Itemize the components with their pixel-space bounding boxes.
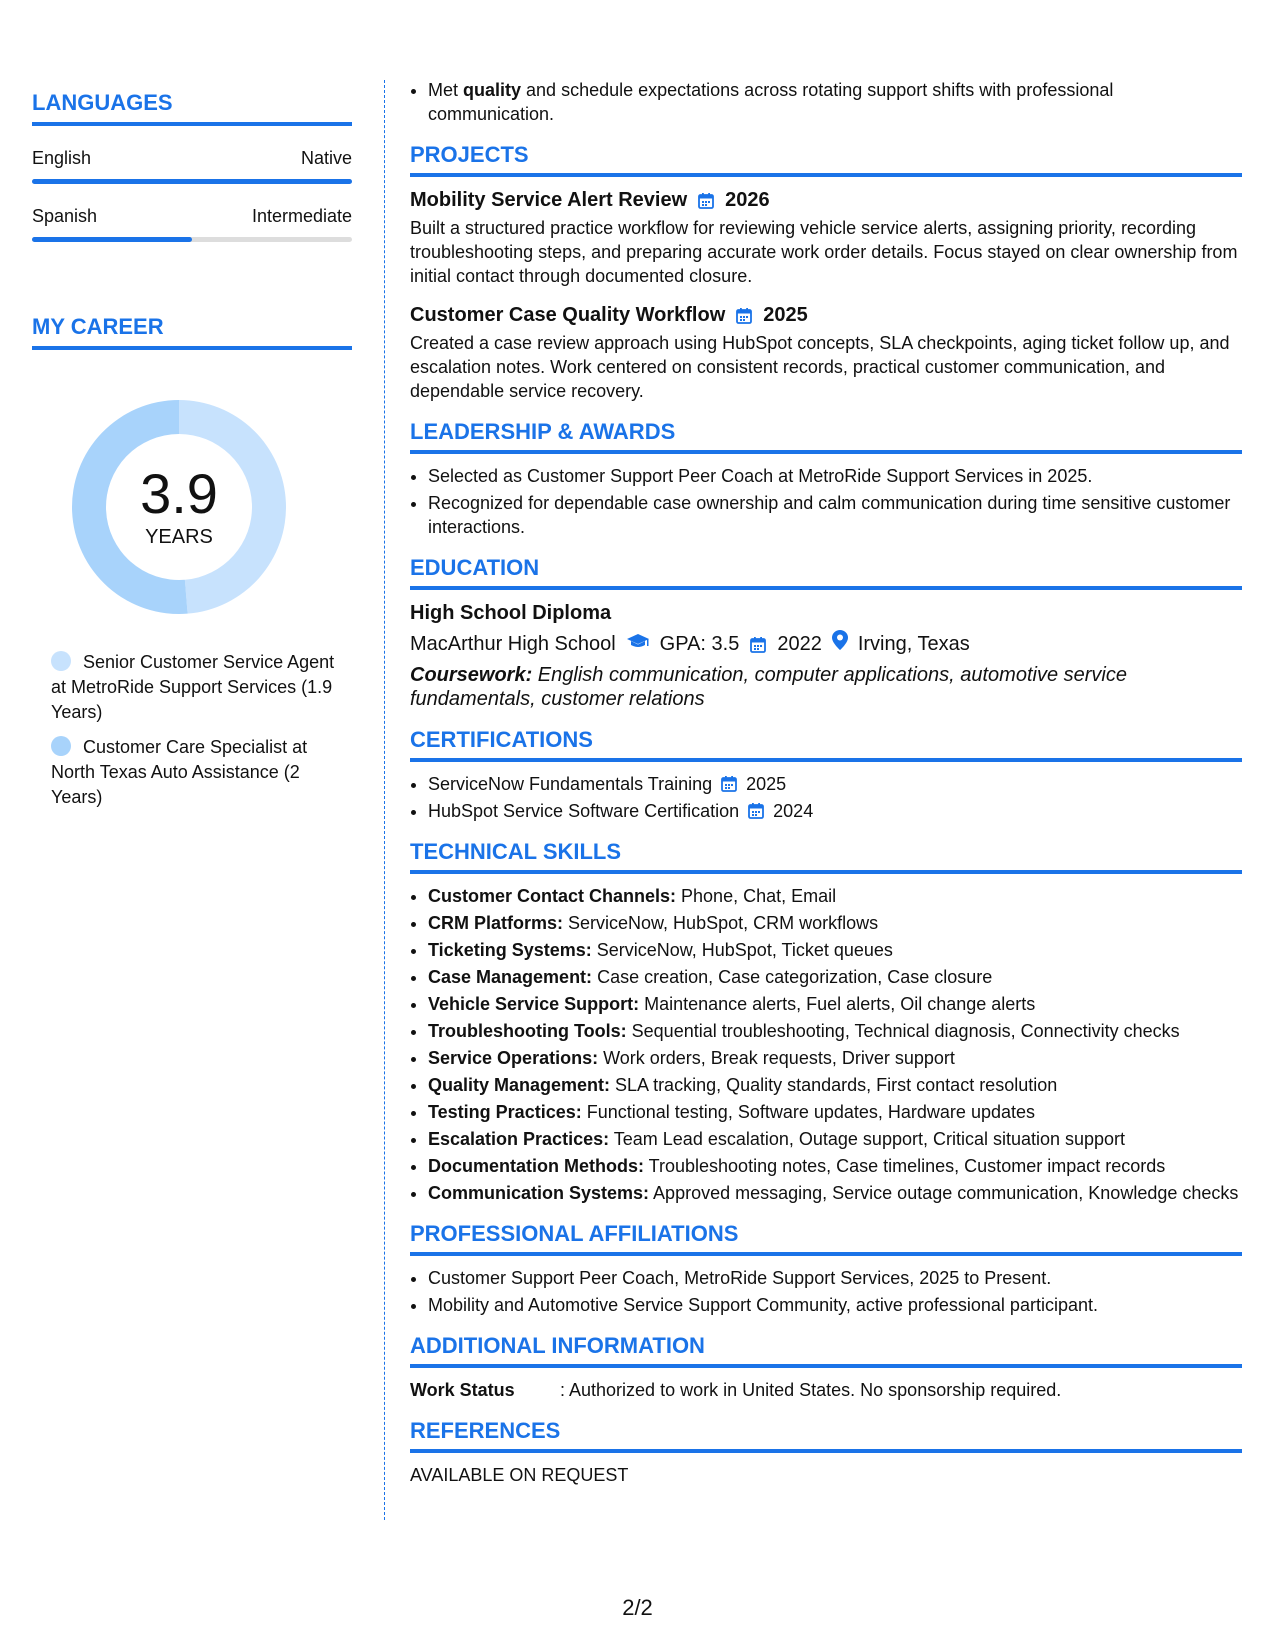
language-item <box>32 206 352 242</box>
coursework-text: English communication, computer applications, automotive service fundamentals, customer relations <box>410 664 1127 710</box>
skill-value: Team Lead escalation, Outage support, Critical situation support <box>609 1129 1126 1149</box>
references-text: AVAILABLE ON REQUEST <box>410 1465 629 1485</box>
skill-value: Work orders, Break requests, Driver support <box>598 1048 955 1068</box>
skill-item <box>428 1019 1242 1043</box>
leadership-item: • Recognized for dependable case ownership and calm communication during time sensitive customer interactions. <box>428 491 1242 539</box>
certification-year: 2024 <box>773 801 814 821</box>
skill-item <box>428 965 1242 989</box>
legend-dot <box>51 736 71 756</box>
education-gpa: GPA: 3.5 <box>659 632 740 655</box>
skill-value: Phone, Chat, Email <box>676 886 837 906</box>
certifications-list <box>410 772 1242 823</box>
education-location: Irving, Texas <box>857 632 970 655</box>
skill-label: Testing Practices: <box>428 1102 582 1122</box>
skill-label: Ticketing Systems: <box>428 940 592 960</box>
skill-label: Quality Management: <box>428 1075 611 1095</box>
language-proficiency-bar <box>32 179 352 184</box>
skill-item <box>428 938 1242 962</box>
skill-item <box>428 1127 1242 1151</box>
project-title: Mobility Service Alert Review <box>410 189 688 211</box>
career-legend-label: Customer Care Specialist at North Texas Auto Assistance (2 Years) <box>51 737 308 807</box>
language-proficiency-fill <box>32 237 192 242</box>
language-name: Spanish <box>32 206 98 226</box>
experience-bullet: • Met quality and schedule expectations across rotating support shifts with professional communication. <box>428 78 1242 126</box>
education-degree: High School Diploma <box>410 602 612 624</box>
skill-value: Functional testing, Software updates, Hardware updates <box>581 1102 1035 1122</box>
language-level: Native <box>300 148 352 168</box>
location-pin-icon <box>832 630 848 657</box>
certification-name: • ServiceNow Fundamentals Training <box>428 774 713 794</box>
sidebar <box>32 90 352 820</box>
education-school: MacArthur High School <box>410 632 616 655</box>
skill-value: ServiceNow, HubSpot, Ticket queues <box>591 940 893 960</box>
skill-label: Documentation Methods: <box>428 1156 644 1176</box>
skill-item <box>428 1046 1242 1070</box>
project-item <box>410 302 1242 403</box>
work-status-value: : Authorized to work in United States. No sponsorship required. <box>560 1380 1062 1400</box>
certification-item <box>428 772 1242 796</box>
certification-name: • HubSpot Service Software Certification <box>428 801 740 821</box>
calendar-icon <box>747 802 765 820</box>
coursework-label: Coursework: <box>410 664 533 686</box>
page-number: 2/2 <box>622 1595 653 1620</box>
career-total-value: 3.9 <box>140 461 218 525</box>
skill-item <box>428 911 1242 935</box>
project-title: Customer Case Quality Workflow <box>410 304 726 326</box>
career-total-unit: YEARS <box>145 525 213 548</box>
skill-item <box>428 1181 1242 1205</box>
education-heading: EDUCATION <box>410 555 1242 590</box>
career-legend <box>51 650 341 810</box>
work-status-label: Work Status <box>410 1380 515 1400</box>
skills-heading: TECHNICAL SKILLS <box>410 839 1242 874</box>
language-item <box>32 148 352 184</box>
certification-year: 2025 <box>746 774 787 794</box>
skill-label: Troubleshooting Tools: <box>428 1021 627 1041</box>
skill-value: Case creation, Case categorization, Case closure <box>592 967 993 987</box>
projects-heading: PROJECTS <box>410 142 1242 177</box>
skill-label: CRM Platforms: <box>428 913 564 933</box>
references-heading: REFERENCES <box>410 1418 1242 1453</box>
skill-value: Maintenance alerts, Fuel alerts, Oil change alerts <box>639 994 1036 1014</box>
calendar-icon <box>720 775 738 793</box>
calendar-icon <box>749 635 767 653</box>
career-legend-item <box>51 735 341 810</box>
skills-list <box>410 884 1242 1205</box>
project-year: 2026 <box>725 189 770 211</box>
skill-item <box>428 992 1242 1016</box>
education-details <box>410 630 1242 657</box>
skill-label: Service Operations: <box>428 1048 599 1068</box>
affiliations-list <box>410 1266 1242 1317</box>
language-proficiency-fill <box>32 179 352 184</box>
calendar-icon <box>697 191 715 209</box>
skill-item <box>428 1100 1242 1124</box>
skill-value: Sequential troubleshooting, Technical diagnosis, Connectivity checks <box>626 1021 1180 1041</box>
project-description: Built a structured practice workflow for reviewing vehicle service alerts, assigning priority, recording troubleshooting steps, and preparing accurate work order details. Focus stayed on clear ownership from initial contact through documented closure. <box>410 218 1238 286</box>
leadership-item: • Selected as Customer Support Peer Coach at MetroRide Support Services in 2025. <box>428 464 1242 488</box>
column-divider <box>384 80 385 1520</box>
skill-label: Case Management: <box>428 967 593 987</box>
skill-label: Vehicle Service Support: <box>428 994 640 1014</box>
skill-item <box>428 884 1242 908</box>
affiliation-item: • Mobility and Automotive Service Support Community, active professional participant. <box>428 1293 1242 1317</box>
skill-value: Approved messaging, Service outage communication, Knowledge checks <box>649 1183 1239 1203</box>
project-description: Created a case review approach using HubSpot concepts, SLA checkpoints, aging ticket follow up, and escalation notes. Work centered on consistent records, practical customer communication, and dependable service recovery. <box>410 333 1230 401</box>
graduation-cap-icon <box>626 631 650 657</box>
work-status-row <box>410 1378 1242 1402</box>
language-proficiency-bar <box>32 237 352 242</box>
project-item <box>410 187 1242 288</box>
leadership-list <box>410 464 1242 539</box>
project-year: 2025 <box>763 304 808 326</box>
skill-value: SLA tracking, Quality standards, First contact resolution <box>610 1075 1058 1095</box>
additional-info-heading: ADDITIONAL INFORMATION <box>410 1333 1242 1368</box>
career-legend-label: Senior Customer Service Agent at MetroRide Support Services (1.9 Years) <box>51 652 335 722</box>
certification-item <box>428 799 1242 823</box>
skill-label: Communication Systems: <box>428 1183 650 1203</box>
skill-value: ServiceNow, HubSpot, CRM workflows <box>563 913 879 933</box>
affiliation-item: • Customer Support Peer Coach, MetroRide Support Services, 2025 to Present. <box>428 1266 1242 1290</box>
career-legend-item <box>51 650 341 725</box>
skill-label: Escalation Practices: <box>428 1129 610 1149</box>
leadership-heading: LEADERSHIP & AWARDS <box>410 419 1242 454</box>
skill-item <box>428 1154 1242 1178</box>
experience-bullets <box>410 78 1242 126</box>
career-heading: MY CAREER <box>32 314 352 350</box>
skill-value: Troubleshooting notes, Case timelines, Customer impact records <box>644 1156 1166 1176</box>
skill-label: Customer Contact Channels: <box>428 886 677 906</box>
language-name: English <box>32 148 92 168</box>
career-donut-chart <box>66 394 292 620</box>
skill-item <box>428 1073 1242 1097</box>
legend-dot <box>51 651 71 671</box>
certifications-heading: CERTIFICATIONS <box>410 727 1242 762</box>
bold-keyword: quality <box>463 80 522 100</box>
languages-heading: LANGUAGES <box>32 90 352 126</box>
main-column <box>410 80 1242 1487</box>
education-year: 2022 <box>777 632 822 655</box>
language-level: Intermediate <box>251 206 352 226</box>
calendar-icon <box>735 306 753 324</box>
affiliations-heading: PROFESSIONAL AFFILIATIONS <box>410 1221 1242 1256</box>
education-coursework <box>410 663 1242 711</box>
